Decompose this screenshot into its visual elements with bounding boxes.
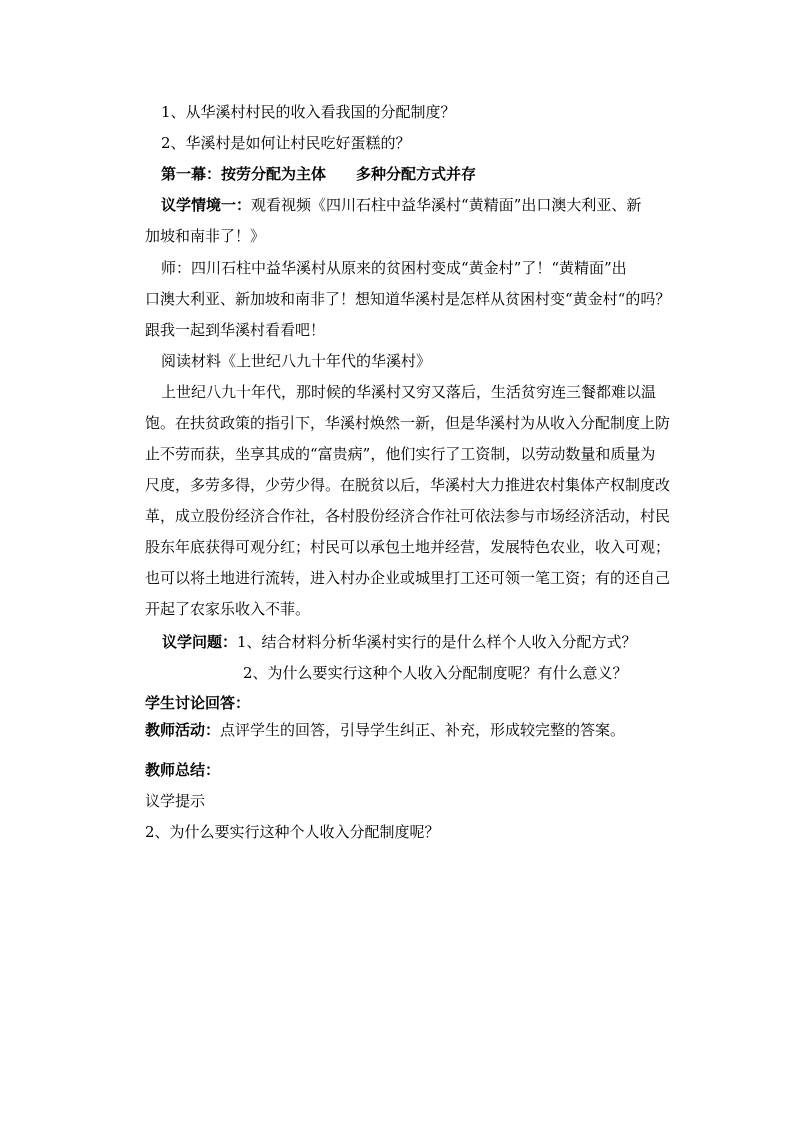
- discussion-q1-text: 1、结合材料分析华溪村实行的是什么样个人收入分配方式？: [237, 633, 637, 651]
- reading-line: 也可以将土地进行流转，进入村办企业或城里打工还可领一笔工资；有的还自己: [145, 569, 671, 587]
- student-discussion-label: 学生讨论回答：: [145, 694, 251, 712]
- question-1: 1、从华溪村村民的收入看我国的分配制度？: [161, 103, 456, 121]
- teacher-activity: [145, 720, 625, 740]
- teacher-intro-line-1: 师：四川石柱中益华溪村从原来的贫困村变成“黄金村”了！“黄精面”出: [161, 259, 627, 277]
- reading-line: 开起了农家乐收入不菲。: [145, 600, 311, 618]
- reading-line: 尺度，多劳多得，少劳少得。在脱贫以后，华溪村大力推进农村集体产权制度改: [145, 476, 671, 494]
- reading-title: 阅读材料《上世纪八九十年代的华溪村》: [161, 352, 432, 370]
- reading-line: 股东年底获得可观分红；村民可以承包土地并经营，发展特色农业，收入可观；: [145, 538, 671, 556]
- scene-1-line-2: 加坡和南非了！》: [145, 227, 266, 245]
- discussion-question-2: 2、为什么要实行这种个人收入分配制度呢？有什么意义？: [243, 664, 628, 682]
- teacher-summary-label: 教师总结：: [145, 761, 221, 779]
- question-2: 2、华溪村是如何让村民吃好蛋糕的？: [161, 134, 411, 152]
- reading-line: 止不劳而获，坐享其成的“富贵病”，他们实行了工资制，以劳动数量和质量为: [145, 445, 656, 463]
- teacher-intro-line-2: 口澳大利亚、新加坡和南非了！想知道华溪村是怎样从贫困村变“黄金村“的吗？: [145, 290, 671, 308]
- reading-line: 上世纪八九十年代，那时候的华溪村又穷又落后，生活贫穷连三餐都难以温: [161, 383, 657, 401]
- reading-line: 饱。在扶贫政策的指引下，华溪村焕然一新，但是华溪村为从收入分配制度上防: [145, 414, 671, 432]
- teacher-activity-text: 点评学生的回答，引导学生纠正、补充，形成较完整的答案。: [220, 721, 626, 739]
- discussion-label: 议学问题：: [162, 633, 238, 651]
- section-title: 第一幕：按劳分配为主体 多种分配方式并存: [161, 165, 477, 183]
- scene-1-text: 观看视频《四川石柱中益华溪村“黄精面”出口澳大利亚、新: [251, 196, 642, 214]
- reading-line: 革，成立股份经济合作社，各村股份经济合作社可依法参与市场经济活动，村民: [145, 507, 671, 525]
- teacher-intro-line-3: 跟我一起到华溪村看看吧！: [145, 321, 326, 339]
- tips-title: 议学提示: [145, 792, 206, 810]
- teacher-activity-label: 教师活动：: [145, 721, 221, 739]
- tips-item: 2、为什么要实行这种个人收入分配制度呢？: [145, 823, 440, 841]
- discussion-question-1: [162, 632, 637, 652]
- scene-1-label: 议学情境一：: [161, 196, 252, 214]
- scene-1-line-1: [161, 195, 641, 215]
